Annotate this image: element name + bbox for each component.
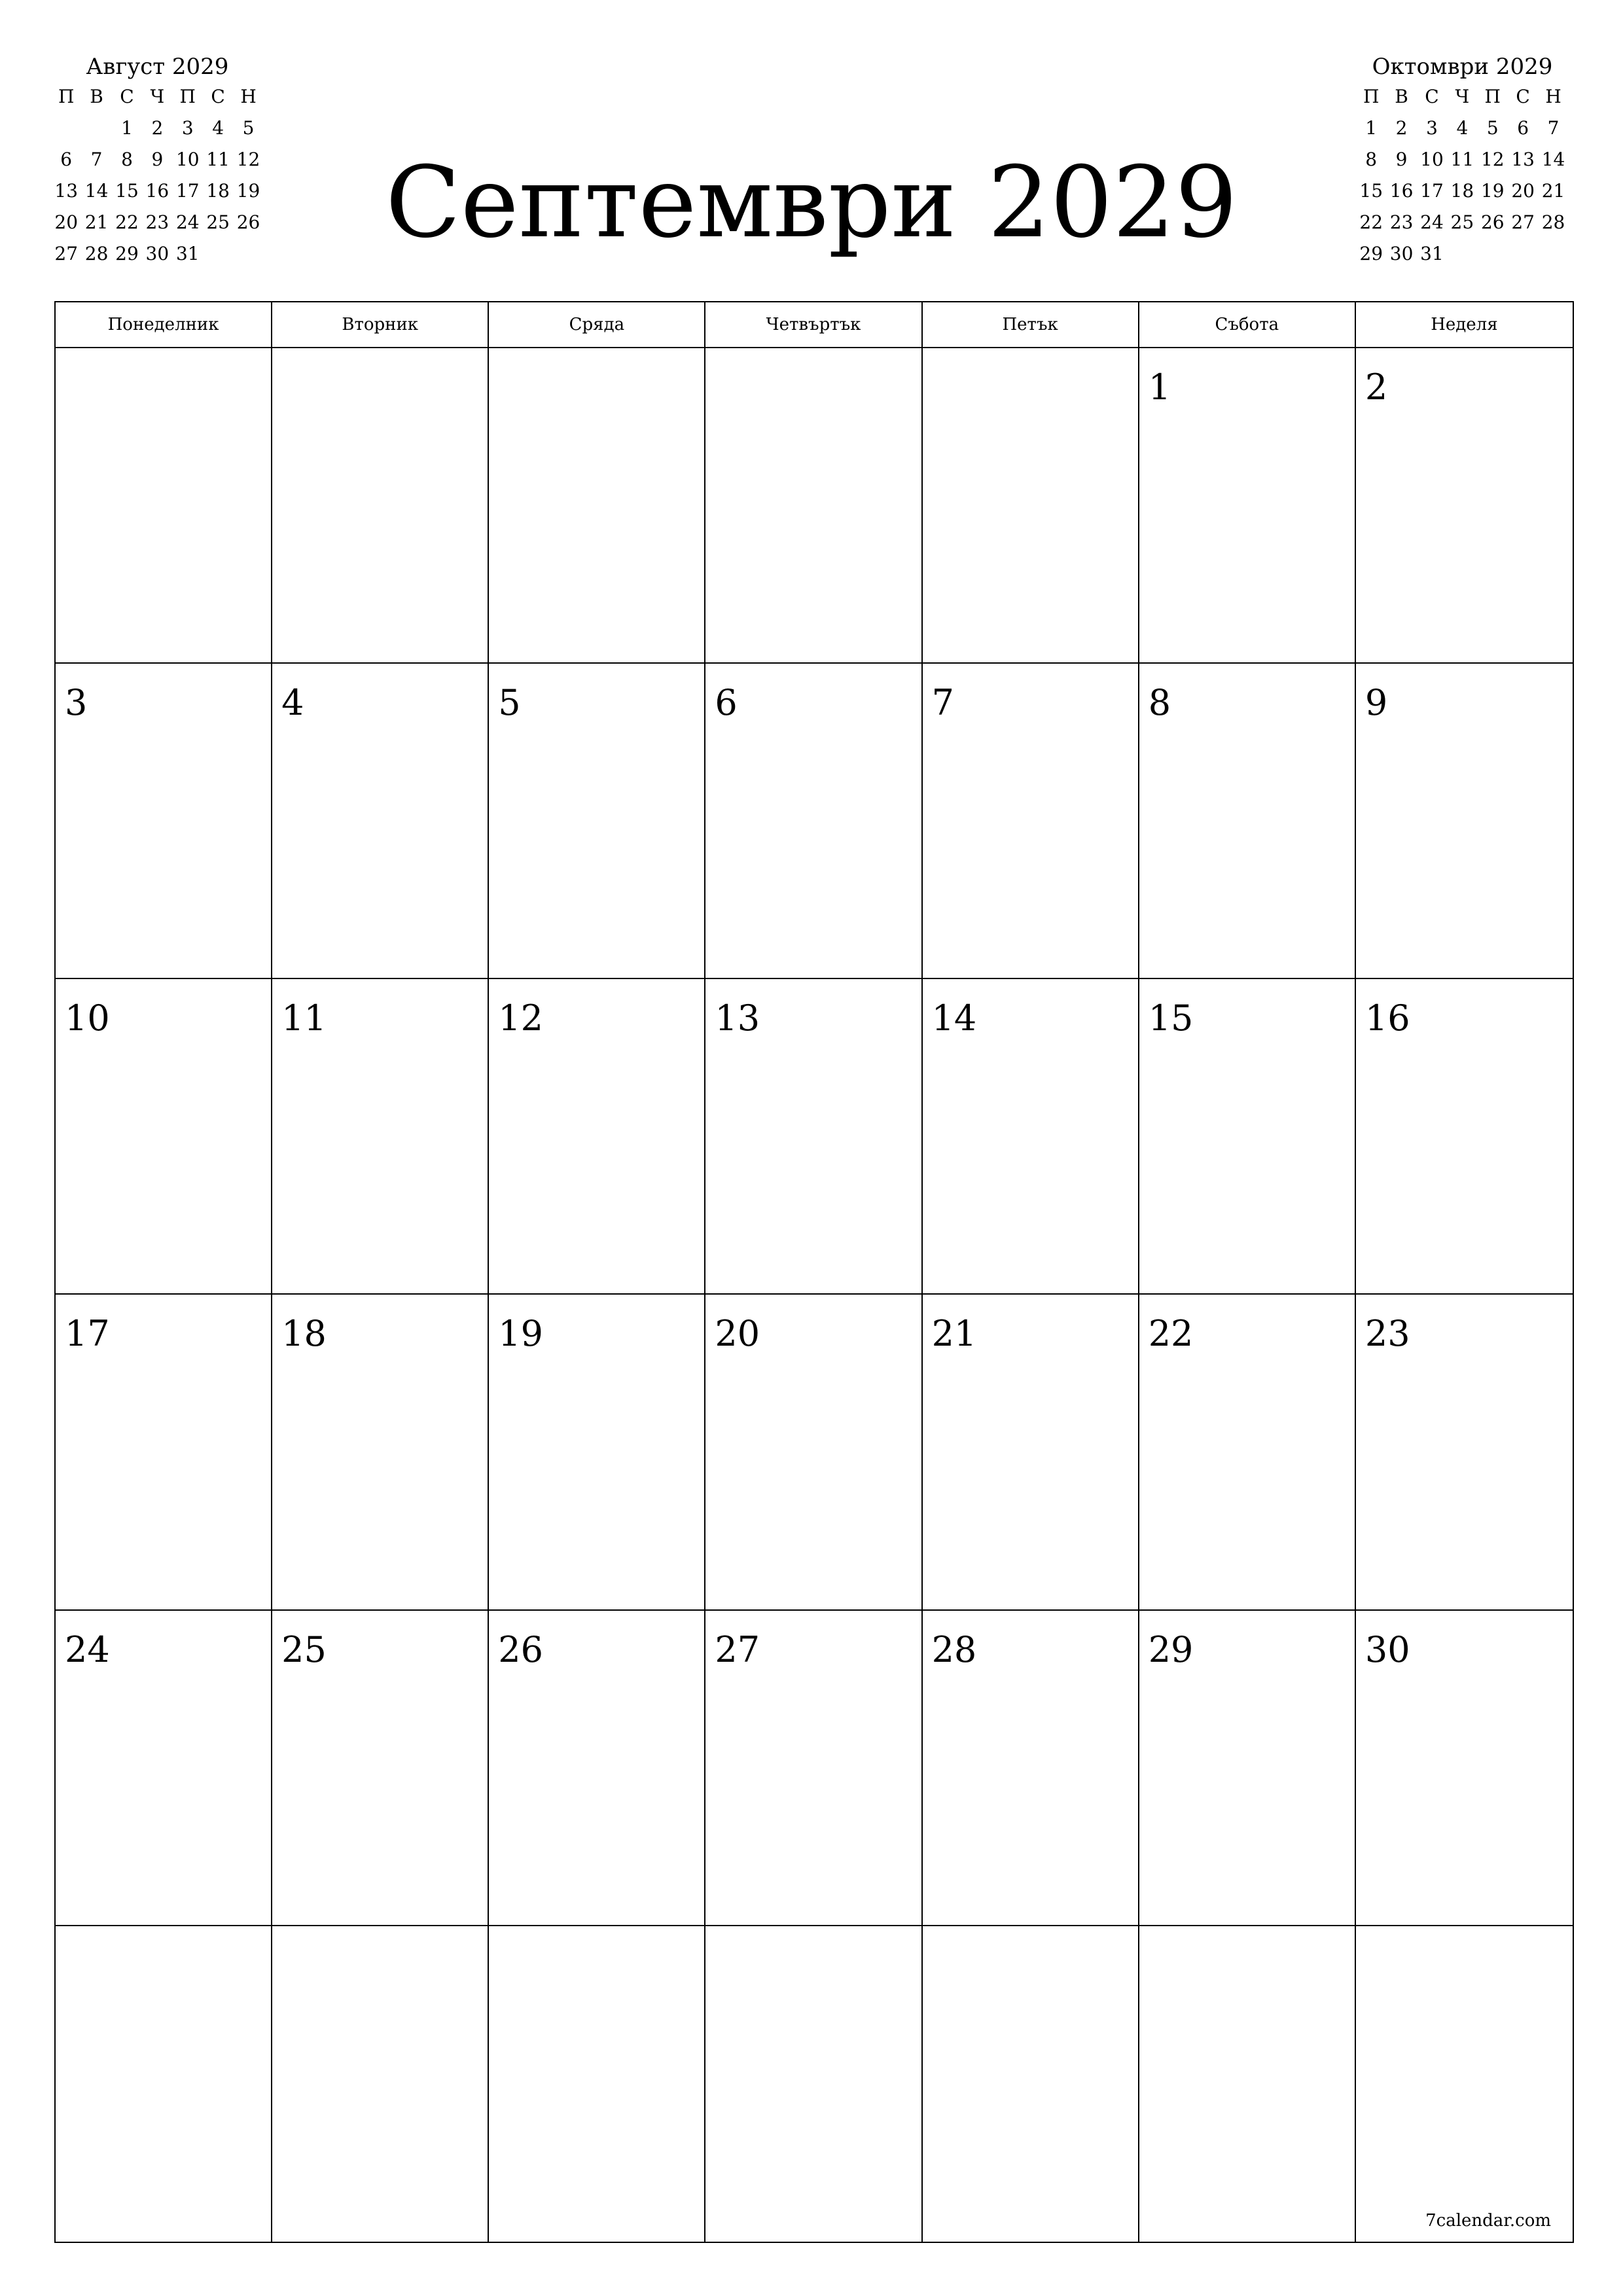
day-cell[interactable] <box>272 664 489 979</box>
day-cell[interactable] <box>272 979 489 1295</box>
day-cell[interactable] <box>705 1295 922 1610</box>
day-cell[interactable] <box>705 1926 922 2242</box>
day-cell[interactable] <box>272 1611 489 1926</box>
footer-source: 7calendar.com <box>1425 2211 1551 2231</box>
weekday-header: Неделя <box>1431 315 1498 334</box>
day-cell[interactable] <box>1356 664 1573 979</box>
prev-month-day: 29 <box>115 243 139 264</box>
day-number: 2 <box>1364 367 1388 408</box>
day-number: 12 <box>498 997 543 1039</box>
day-cell[interactable] <box>489 1611 705 1926</box>
day-number: 13 <box>715 997 760 1039</box>
day-number: 20 <box>715 1313 760 1355</box>
day-number: 15 <box>1148 997 1194 1039</box>
weekday-header: Вторник <box>272 302 489 347</box>
day-cell[interactable] <box>1356 1926 1573 2242</box>
day-number: 8 <box>1148 682 1171 724</box>
prev-month-day <box>51 113 81 144</box>
calendar-body <box>56 348 1573 2242</box>
day-cell[interactable] <box>489 1295 705 1610</box>
prev-month-day: 3 <box>181 117 194 139</box>
prev-month-day: 15 <box>115 180 139 202</box>
day-number: 25 <box>281 1628 327 1670</box>
day-number: 28 <box>931 1628 977 1670</box>
prev-month-weekday-initial: С <box>211 86 225 107</box>
prev-month-day: 7 <box>90 149 103 170</box>
day-number: 16 <box>1364 997 1410 1039</box>
day-cell[interactable] <box>923 979 1139 1295</box>
day-cell[interactable] <box>705 348 922 664</box>
day-cell[interactable] <box>923 1926 1139 2242</box>
day-number: 30 <box>1364 1628 1410 1670</box>
day-number: 5 <box>498 682 521 724</box>
prev-month-day: 14 <box>84 180 109 202</box>
next-month-day: 23 <box>1389 211 1414 233</box>
next-month-day: 12 <box>1480 149 1505 170</box>
next-month-day: 24 <box>1420 211 1444 233</box>
prev-month-day: 1 <box>121 117 133 139</box>
next-month-day: 26 <box>1480 211 1505 233</box>
weekday-header: Понеделник <box>56 302 272 347</box>
weekday-header: Събота <box>1139 302 1356 347</box>
prev-month-day: 22 <box>115 211 139 233</box>
day-cell[interactable] <box>489 348 705 664</box>
next-month-day <box>1538 238 1568 270</box>
day-number: 6 <box>715 682 738 724</box>
page-title: Септември 2029 <box>385 146 1238 260</box>
day-cell[interactable] <box>272 1295 489 1610</box>
next-month-day: 22 <box>1359 211 1383 233</box>
prev-month-day: 4 <box>212 117 224 139</box>
day-cell[interactable] <box>56 979 272 1295</box>
next-month-day: 9 <box>1395 149 1408 170</box>
prev-month-day: 23 <box>145 211 169 233</box>
day-number: 24 <box>65 1628 110 1670</box>
prev-month-day: 25 <box>206 211 230 233</box>
prev-month-weekday-initial: Ч <box>150 86 165 107</box>
day-number: 22 <box>1148 1313 1194 1355</box>
prev-month-weekday-initial: П <box>179 86 196 107</box>
day-number: 23 <box>1364 1313 1410 1355</box>
weekday-header: Петък <box>923 302 1139 347</box>
next-month-grid <box>1356 81 1569 270</box>
prev-month-day: 18 <box>206 180 230 202</box>
month-calendar-grid <box>54 301 1574 2243</box>
next-month-day: 19 <box>1480 180 1505 202</box>
prev-month-day: 30 <box>145 243 169 264</box>
day-number: 7 <box>931 682 954 724</box>
next-month-day: 4 <box>1456 117 1469 139</box>
next-month-day: 7 <box>1547 117 1560 139</box>
next-month-day: 17 <box>1420 180 1444 202</box>
prev-month-day: 13 <box>54 180 79 202</box>
next-month-day: 27 <box>1511 211 1535 233</box>
day-number: 9 <box>1364 682 1388 724</box>
day-number: 3 <box>65 682 88 724</box>
prev-month-day: 31 <box>175 243 200 264</box>
day-cell[interactable] <box>1139 1611 1356 1926</box>
next-month-day: 18 <box>1450 180 1474 202</box>
prev-month-day: 9 <box>151 149 164 170</box>
day-number: 14 <box>931 997 977 1039</box>
next-month-day <box>1478 238 1508 270</box>
day-cell[interactable] <box>1139 348 1356 664</box>
day-cell[interactable] <box>56 348 272 664</box>
day-number: 18 <box>281 1313 327 1355</box>
next-month-day: 13 <box>1511 149 1535 170</box>
prev-month-day: 16 <box>145 180 169 202</box>
prev-month-day: 27 <box>54 243 79 264</box>
day-cell[interactable] <box>56 1611 272 1926</box>
next-month-day <box>1447 238 1477 270</box>
day-cell[interactable] <box>56 1926 272 2242</box>
day-number: 27 <box>715 1628 760 1670</box>
prev-month-weekday-initial: П <box>58 86 75 107</box>
prev-month-weekday-initial: Н <box>240 86 257 107</box>
day-cell[interactable] <box>1356 979 1573 1295</box>
next-month-day: 2 <box>1395 117 1408 139</box>
day-cell[interactable] <box>923 348 1139 664</box>
next-month-day: 16 <box>1389 180 1414 202</box>
day-cell[interactable] <box>1139 1295 1356 1610</box>
prev-month-day: 8 <box>121 149 133 170</box>
next-month-title: Октомври 2029 <box>1372 54 1553 80</box>
prev-month-day: 17 <box>175 180 200 202</box>
day-number: 19 <box>498 1313 543 1355</box>
next-month-weekday-initial: В <box>1395 86 1408 107</box>
next-month-day: 31 <box>1420 243 1444 264</box>
next-month-day: 3 <box>1426 117 1438 139</box>
prev-month-day: 19 <box>236 180 260 202</box>
next-month-weekday-initial: С <box>1425 86 1439 107</box>
next-month-day: 30 <box>1389 243 1414 264</box>
next-month-day: 11 <box>1450 149 1474 170</box>
next-month-day: 1 <box>1365 117 1378 139</box>
day-cell[interactable] <box>705 979 922 1295</box>
day-cell[interactable] <box>923 1611 1139 1926</box>
next-month-day: 14 <box>1541 149 1565 170</box>
prev-month-day: 28 <box>84 243 109 264</box>
day-number: 10 <box>65 997 110 1039</box>
day-cell[interactable] <box>489 979 705 1295</box>
day-cell[interactable] <box>923 1295 1139 1610</box>
weekday-header-row <box>56 302 1573 348</box>
next-month-weekday-initial: С <box>1516 86 1530 107</box>
day-cell[interactable] <box>705 664 922 979</box>
prev-month-day: 20 <box>54 211 79 233</box>
day-cell[interactable] <box>1356 1295 1573 1610</box>
day-cell[interactable] <box>1356 1611 1573 1926</box>
prev-month-day: 21 <box>84 211 109 233</box>
weekday-header: Четвъртък <box>705 302 922 347</box>
next-month-day: 29 <box>1359 243 1383 264</box>
weekday-header: Сряда <box>489 302 705 347</box>
day-cell[interactable] <box>272 1926 489 2242</box>
day-cell[interactable] <box>489 1926 705 2242</box>
next-month-weekday-initial: П <box>1363 86 1380 107</box>
day-cell[interactable] <box>272 348 489 664</box>
prev-month-day: 6 <box>60 149 73 170</box>
day-cell[interactable] <box>56 664 272 979</box>
next-month-day: 8 <box>1365 149 1378 170</box>
next-month-weekday-initial: Ч <box>1455 86 1470 107</box>
day-cell[interactable] <box>1356 348 1573 664</box>
prev-month-day: 11 <box>206 149 230 170</box>
next-month-day <box>1508 238 1538 270</box>
prev-month-day: 12 <box>236 149 260 170</box>
next-month-weekday-initial: П <box>1484 86 1501 107</box>
prev-month-day: 24 <box>175 211 200 233</box>
day-cell[interactable] <box>705 1611 922 1926</box>
day-cell[interactable] <box>56 1295 272 1610</box>
prev-month-day: 10 <box>175 149 200 170</box>
prev-month-weekday-initial: С <box>120 86 134 107</box>
next-month-day: 25 <box>1450 211 1474 233</box>
day-cell[interactable] <box>489 664 705 979</box>
day-cell[interactable] <box>1139 979 1356 1295</box>
day-number: 21 <box>931 1313 977 1355</box>
prev-month-day: 26 <box>236 211 260 233</box>
day-cell[interactable] <box>1139 664 1356 979</box>
day-cell[interactable] <box>1139 1926 1356 2242</box>
next-month-day: 6 <box>1517 117 1529 139</box>
next-month-day: 21 <box>1541 180 1565 202</box>
next-month-calendar <box>1356 54 1569 270</box>
next-month-day: 10 <box>1420 149 1444 170</box>
next-month-day: 20 <box>1511 180 1535 202</box>
prev-month-day: 5 <box>242 117 255 139</box>
prev-month-weekday-initial: В <box>90 86 103 107</box>
prev-month-day <box>81 113 111 144</box>
next-month-weekday-initial: Н <box>1545 86 1561 107</box>
day-cell[interactable] <box>923 664 1139 979</box>
next-month-day: 28 <box>1541 211 1565 233</box>
next-month-day: 5 <box>1486 117 1499 139</box>
day-number: 26 <box>498 1628 543 1670</box>
day-number: 4 <box>281 682 304 724</box>
prev-month-title: Август 2029 <box>86 54 229 80</box>
prev-month-day: 2 <box>151 117 164 139</box>
day-number: 29 <box>1148 1628 1194 1670</box>
day-number: 1 <box>1148 367 1171 408</box>
day-number: 17 <box>65 1313 110 1355</box>
next-month-day: 15 <box>1359 180 1383 202</box>
day-number: 11 <box>281 997 327 1039</box>
